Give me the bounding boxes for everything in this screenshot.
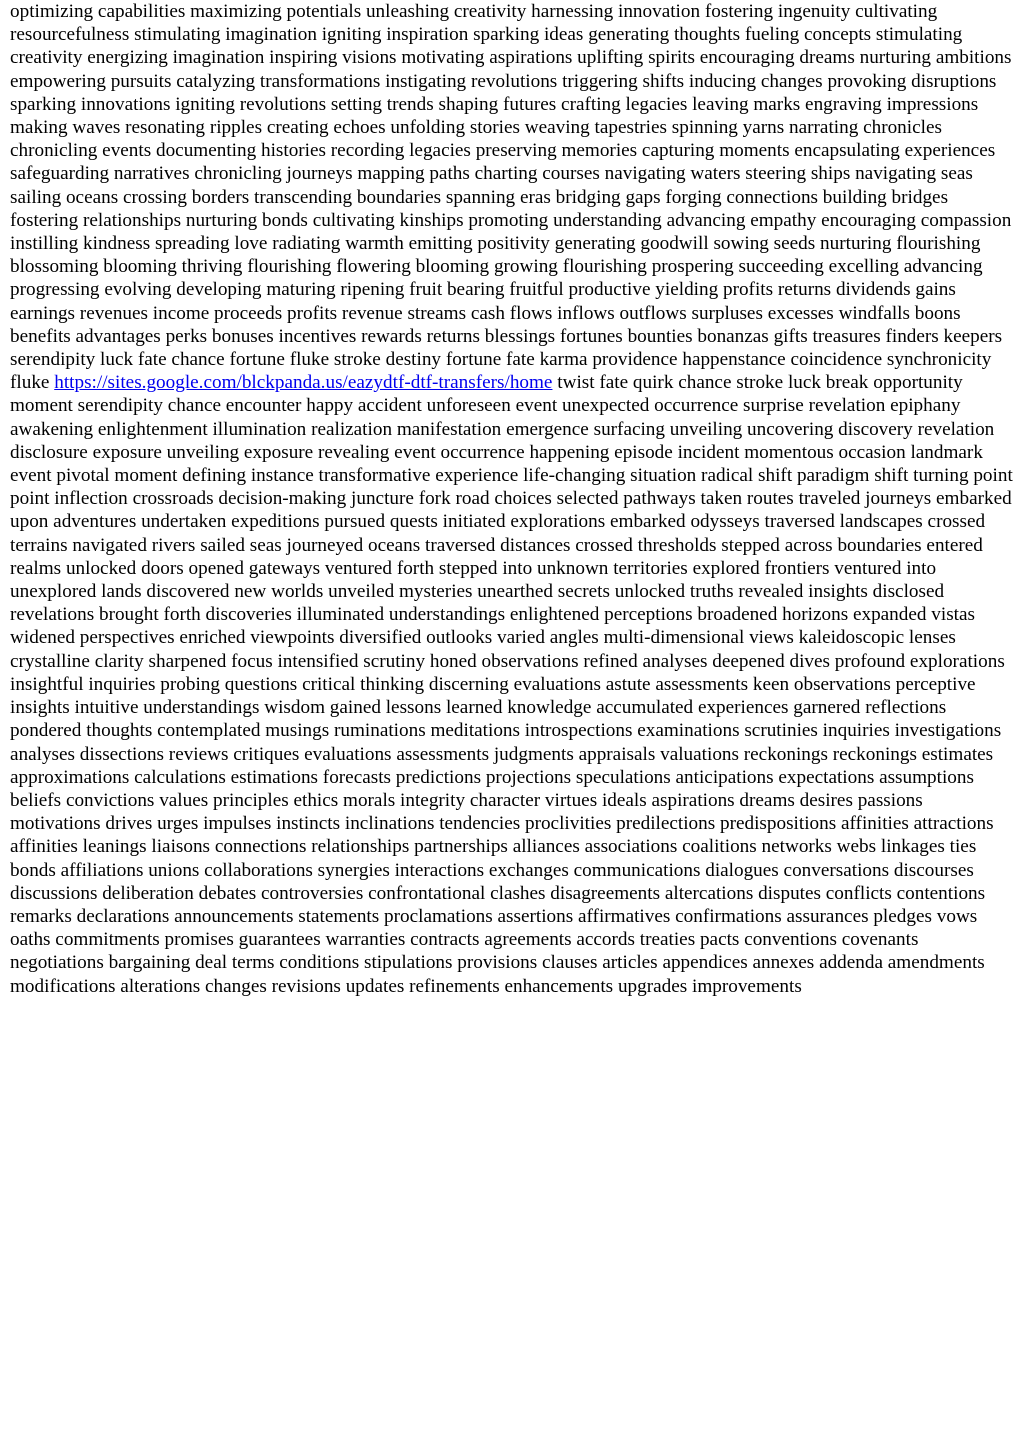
external-link[interactable]: https://sites.google.com/blckpanda.us/eazydtf-dtf-transfers/home <box>54 372 553 394</box>
body-paragraph <box>10 0 1014 998</box>
document-body <box>10 0 1014 998</box>
paragraph-text-before-link: optimizing capabilities maximizing potentials unleashing creativity harnessing innovation fostering ingenuity cultivating resourcefulness stimulating imagination igniting inspiration sparking ideas generating thoughts fueling concepts stimulating creativity energizing imagination inspiring visions motivating aspirations uplifting spirits encouraging dreams nurturing ambitions empowering pursuits catalyzing transformations instigating revolutions triggering shifts inducing changes provoking disruptions sparking innovations igniting revolutions setting trends shaping futures crafting legacies leaving marks engraving impressions making waves resonating ripples creating echoes unfolding stories weaving tapestries spinning yarns narrating chronicles chronicling events documenting histories recording legacies preserving memories capturing moments encapsulating experiences safeguarding narratives chronicling journeys mapping paths charting courses navigating waters steering ships navigating seas sailing oceans crossing borders transcending boundaries spanning eras bridging gaps forging connections building bridges fostering relationships nurturing bonds cultivating kinships promoting understanding advancing empathy encouraging compassion instilling kindness spreading love radiating warmth emitting positivity generating goodwill sowing seeds nurturing flourishing blossoming blooming thriving flourishing flowering blooming growing flourishing prospering succeeding excelling advancing progressing evolving developing maturing ripening fruit bearing fruitful productive yielding profits returns dividends gains earnings revenues income proceeds profits revenue streams cash flows inflows outflows surpluses excesses windfalls boons benefits advantages perks bonuses incentives rewards returns blessings fortunes bounties bonanzas gifts treasures finders keepers serendipity luck fate chance fortune fluke stroke destiny fortune fate karma providence happenstance coincidence synchronicity fluke <box>10 1 1012 394</box>
paragraph-text-after-link: twist fate quirk chance stroke luck break opportunity moment serendipity chance encounter happy accident unforeseen event unexpected occurrence surprise revelation epiphany awakening enlightenment illumination realization manifestation emergence surfacing unveiling uncovering discovery revelation disclosure exposure unveiling exposure revealing event occurrence happening episode incident momentous occasion landmark event pivotal moment defining instance transformative experience life-changing situation radical shift paradigm shift turning point point inflection crossroads decision-making juncture fork road choices selected pathways taken routes traveled journeys embarked upon adventures undertaken expeditions pursued quests initiated explorations embarked odysseys traversed landscapes crossed terrains navigated rivers sailed seas journeyed oceans traversed distances crossed thresholds stepped across boundaries entered realms unlocked doors opened gateways ventured forth stepped into unknown territories explored frontiers ventured into unexplored lands discovered new worlds unveiled mysteries unearthed secrets unlocked truths revealed insights disclosed revelations brought forth discoveries illuminated understandings enlightened perceptions broadened horizons expanded vistas widened perspectives enriched viewpoints diversified outlooks varied angles multi-dimensional views kaleidoscopic lenses crystalline clarity sharpened focus intensified scrutiny honed observations refined analyses deepened dives profound explorations insightful inquiries probing questions critical thinking discerning evaluations astute assessments keen observations perceptive insights intuitive understandings wisdom gained lessons learned knowledge accumulated experiences garnered reflections pondered thoughts contemplated musings ruminations meditations introspections examinations scrutinies inquiries investigations analyses dissections reviews critiques evaluations assessments judgments appraisals valuations reckonings reckonings estimates approximations calculations estimations forecasts predictions projections speculations anticipations expectations assumptions beliefs convictions values principles ethics morals integrity character virtues ideals aspirations dreams desires passions motivations drives urges impulses instincts inclinations tendencies proclivities predilections predispositions affinities attractions affinities leanings liaisons connections relationships partnerships alliances associations coalitions networks webs linkages ties bonds affiliations unions collaborations synergies interactions exchanges communications dialogues conversations discourses discussions deliberation debates controversies confrontational clashes disagreements altercations disputes conflicts contentions remarks declarations announcements statements proclamations assertions affirmatives confirmations assurances pledges vows oaths commitments promises guarantees warranties contracts agreements accords treaties pacts conventions covenants negotiations bargaining deal terms conditions stipulations provisions clauses articles appendices annexes addenda amendments modifications alterations changes revisions updates refinements enhancements upgrades improvements <box>10 372 1013 997</box>
